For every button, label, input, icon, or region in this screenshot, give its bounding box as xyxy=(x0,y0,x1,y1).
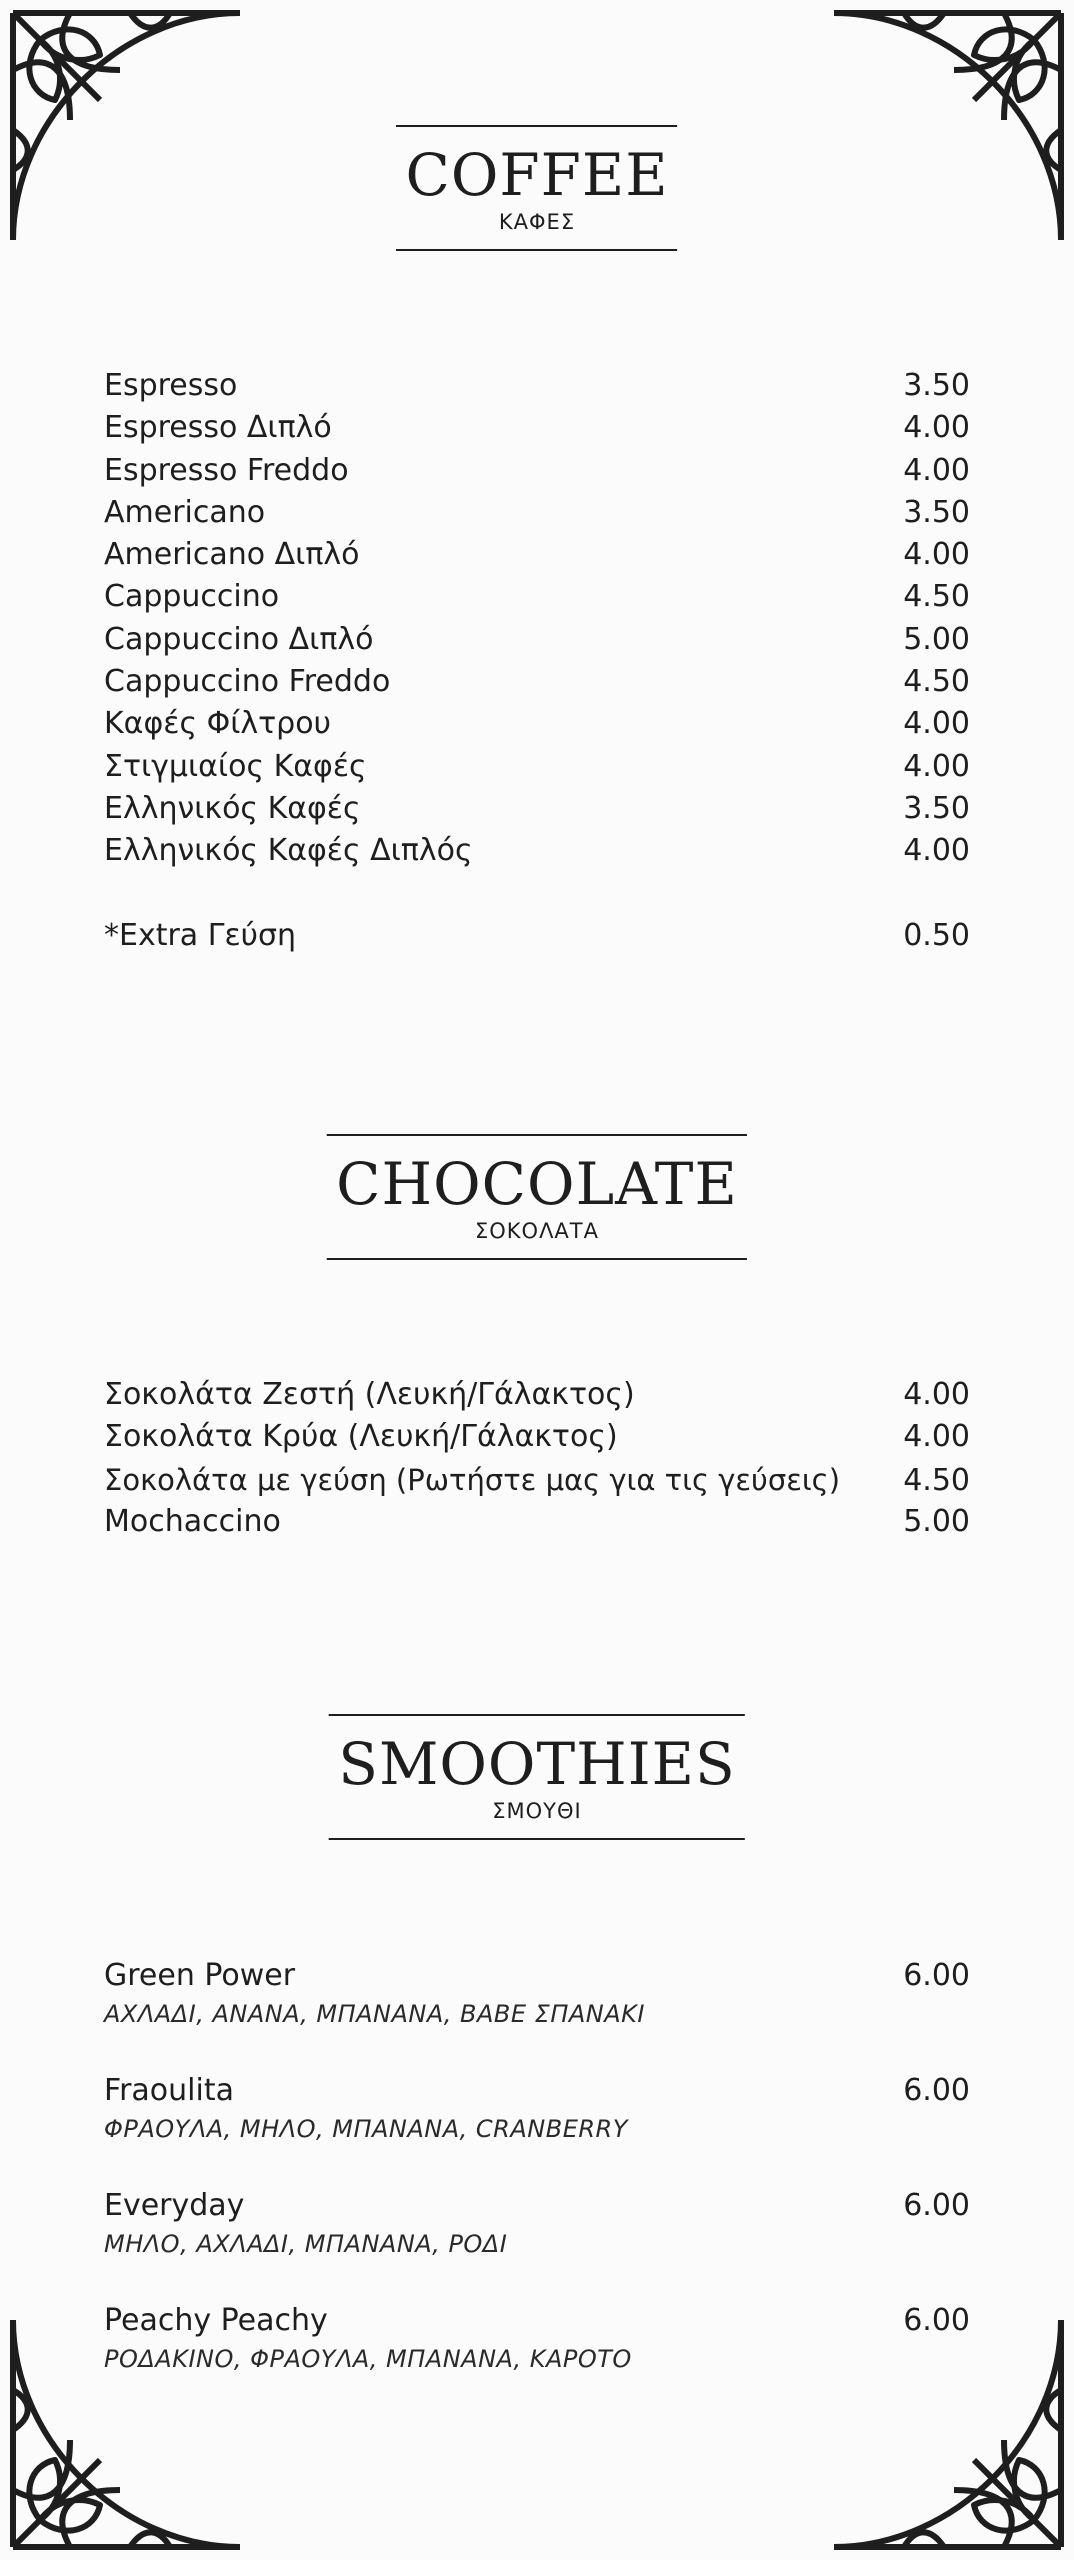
coffee-header xyxy=(0,118,1074,260)
item-price: 4.00 xyxy=(903,706,970,742)
item-name: Green Power xyxy=(104,1958,296,1993)
coffee-list xyxy=(104,365,970,957)
item-name: Espresso Freddo xyxy=(104,452,349,488)
item-ingredients: ΦΡΑΟΥΛΑ, ΜΗΛΟ, ΜΠΑΝΑΝΑ, CRANBERRY xyxy=(104,2115,628,2143)
flourish-top-icon xyxy=(387,116,686,136)
item-price: 3.50 xyxy=(903,494,970,530)
item-name: Στιγμιαίος Καφές xyxy=(104,748,367,784)
coffee-title: COFFEE xyxy=(405,141,669,209)
smoothies-subtitle: ΣΜΟΥΘΙ xyxy=(492,1799,582,1823)
smoothie-item xyxy=(104,2301,970,2416)
item-price: 3.50 xyxy=(903,790,970,826)
item-name: Everyday xyxy=(104,2188,245,2223)
item-name: Σοκολάτα με γεύση (Ρωτήστε μας για τις γεύσεις) xyxy=(104,1462,841,1497)
item-price: 6.00 xyxy=(903,1958,970,1993)
item-price: 6.00 xyxy=(903,2303,970,2338)
smoothies-header xyxy=(0,1707,1074,1849)
item-price: 5.00 xyxy=(903,1503,970,1539)
menu-item xyxy=(104,576,970,618)
item-name: Cappuccino Freddo xyxy=(104,664,391,700)
chocolate-subtitle: ΣΟΚΟΛΑΤΑ xyxy=(474,1219,599,1243)
item-name: Σοκολάτα Κρύα (Λευκή/Γάλακτος) xyxy=(104,1419,618,1455)
item-name: Americano Διπλό xyxy=(104,537,360,573)
flourish-bottom-icon xyxy=(320,1833,753,1853)
item-name: Americano xyxy=(104,494,266,530)
menu-item xyxy=(104,703,970,745)
menu-item xyxy=(104,492,970,534)
smoothie-item xyxy=(104,2071,970,2186)
smoothies-list xyxy=(104,1956,970,2416)
item-name: *Extra Γεύση xyxy=(104,917,297,953)
flourish-bottom-icon xyxy=(387,244,686,264)
extra-flavor-row xyxy=(104,915,970,957)
smoothies-title: SMOOTHIES xyxy=(338,1730,736,1798)
item-price: 4.00 xyxy=(903,452,970,488)
menu-item xyxy=(104,534,970,576)
item-price: 4.00 xyxy=(903,410,970,446)
menu-item xyxy=(104,365,970,407)
item-price: 5.00 xyxy=(903,621,970,657)
item-name: Καφές Φίλτρου xyxy=(104,706,331,742)
item-name: Fraoulita xyxy=(104,2073,234,2108)
menu-item xyxy=(104,450,970,492)
item-price: 3.50 xyxy=(903,368,970,403)
item-price: 6.00 xyxy=(903,2073,970,2108)
coffee-title-frame xyxy=(387,118,686,260)
item-price: 4.50 xyxy=(903,1462,970,1498)
item-price: 4.00 xyxy=(903,537,970,573)
smoothies-title-frame xyxy=(320,1707,753,1849)
item-price: 4.00 xyxy=(903,833,970,869)
flourish-top-icon xyxy=(318,1125,756,1145)
item-price: 4.00 xyxy=(903,748,970,784)
item-name: Espresso xyxy=(104,368,238,403)
smoothie-item xyxy=(104,1956,970,2071)
item-ingredients: ΡΟΔΑΚΙΝΟ, ΦΡΑΟΥΛΑ, ΜΠΑΝΑΝΑ, ΚΑΡΟΤΟ xyxy=(104,2345,632,2373)
item-name: Ελληνικός Καφές xyxy=(104,790,361,826)
menu-item xyxy=(104,407,970,449)
item-ingredients: ΜΗΛΟ, ΑΧΛΑΔΙ, ΜΠΑΝΑΝΑ, ΡΟΔΙ xyxy=(104,2230,508,2258)
menu-item xyxy=(104,1459,970,1501)
chocolate-title: CHOCOLATE xyxy=(336,1150,738,1218)
menu-item xyxy=(104,746,970,788)
chocolate-title-frame xyxy=(318,1127,756,1269)
menu-item xyxy=(104,830,970,872)
item-name: Σοκολάτα Ζεστή (Λευκή/Γάλακτος) xyxy=(104,1377,635,1412)
item-name: Ελληνικός Καφές Διπλός xyxy=(104,833,473,869)
item-name: Peachy Peachy xyxy=(104,2303,328,2338)
item-price: 4.00 xyxy=(903,1377,970,1412)
item-price: 0.50 xyxy=(903,917,970,953)
chocolate-list xyxy=(104,1374,970,1543)
menu-item xyxy=(104,661,970,703)
flourish-top-icon xyxy=(320,1705,753,1725)
item-price: 6.00 xyxy=(903,2188,970,2223)
menu-item xyxy=(104,1374,970,1416)
item-name: Cappuccino xyxy=(104,579,280,615)
item-price: 4.50 xyxy=(903,579,970,615)
spacer xyxy=(104,873,970,915)
coffee-subtitle: ΚΑΦΕΣ xyxy=(498,210,576,234)
chocolate-header xyxy=(0,1127,1074,1269)
menu-item xyxy=(104,1416,970,1458)
item-name: Mochaccino xyxy=(104,1503,281,1539)
smoothie-item xyxy=(104,2186,970,2301)
menu-item xyxy=(104,619,970,661)
item-ingredients: ΑΧΛΑΔΙ, ΑΝΑΝΑ, ΜΠΑΝΑΝΑ, ΒΑΒΕ ΣΠΑΝΑΚΙ xyxy=(104,2000,645,2028)
item-price: 4.50 xyxy=(903,664,970,700)
flourish-bottom-icon xyxy=(318,1253,756,1273)
item-price: 4.00 xyxy=(903,1419,970,1455)
menu-item xyxy=(104,1501,970,1543)
item-name: Cappuccino Διπλό xyxy=(104,621,374,657)
item-name: Espresso Διπλό xyxy=(104,410,332,446)
menu-item xyxy=(104,788,970,830)
